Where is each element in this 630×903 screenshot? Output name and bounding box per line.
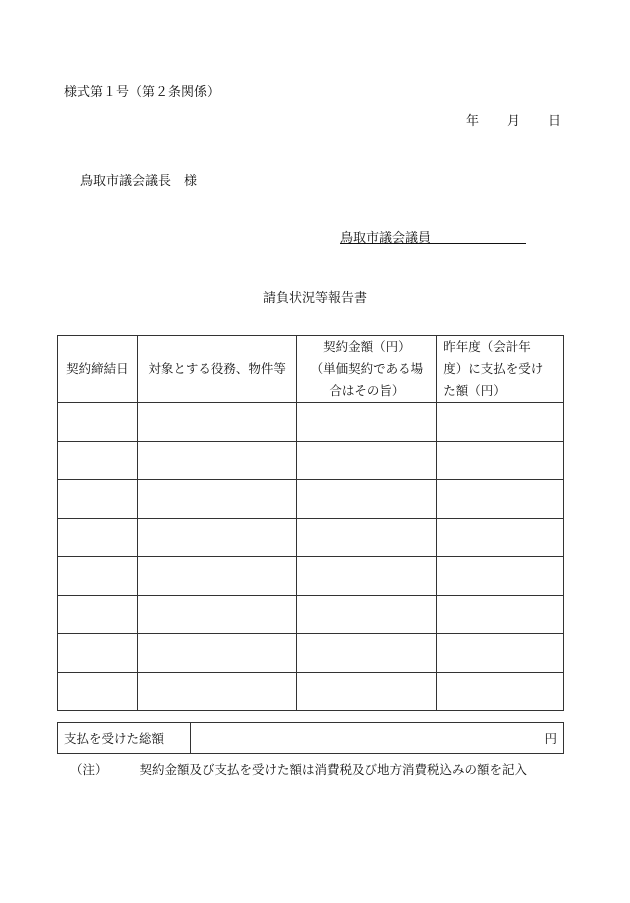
cell-received-amount[interactable] [437, 634, 564, 673]
cell-contract-date[interactable] [58, 634, 138, 673]
note-text: 契約金額及び支払を受けた額は消費税及び地方消費税込みの額を記入 [139, 762, 528, 777]
table-row [58, 441, 564, 480]
date-day: 日 [548, 114, 562, 129]
cell-contract-date[interactable] [58, 557, 138, 596]
cell-subject[interactable] [137, 595, 297, 634]
cell-contract-date[interactable] [58, 595, 138, 634]
member-label: 鳥取市議会議員 [340, 231, 432, 246]
header-received-amount: 昨年度（会計年 度）に支払を受け た額（円） [437, 336, 564, 403]
cell-contract-amount[interactable] [297, 672, 437, 711]
table-row [58, 672, 564, 711]
cell-subject[interactable] [137, 403, 297, 442]
table-row [58, 403, 564, 442]
cell-received-amount[interactable] [437, 557, 564, 596]
cell-received-amount[interactable] [437, 595, 564, 634]
date-month: 月 [507, 114, 521, 129]
cell-subject[interactable] [137, 518, 297, 557]
cell-received-amount[interactable] [437, 518, 564, 557]
cell-contract-amount[interactable] [297, 595, 437, 634]
cell-contract-amount[interactable] [297, 403, 437, 442]
total-label: 支払を受けた総額 [58, 723, 191, 754]
table-row [58, 634, 564, 673]
cell-received-amount[interactable] [437, 480, 564, 519]
note [70, 760, 527, 778]
cell-received-amount[interactable] [437, 672, 564, 711]
table-row [58, 557, 564, 596]
form-number: 様式第１号（第２条関係） [64, 85, 221, 100]
cell-received-amount[interactable] [437, 403, 564, 442]
note-prefix: （注） [70, 762, 108, 777]
table-row [58, 595, 564, 634]
table-row [58, 518, 564, 557]
document-title: 請負状況等報告書 [262, 291, 367, 306]
addressee: 鳥取市議会議長 様 [80, 174, 198, 189]
cell-subject[interactable] [137, 557, 297, 596]
header-subject: 対象とする役務、物件等 [137, 336, 297, 403]
cell-contract-date[interactable] [58, 518, 138, 557]
total-amount-field[interactable]: 円 [191, 723, 564, 754]
member-signature-line[interactable] [340, 227, 526, 244]
header-contract-amount: 契約金額（円） （単価契約である場 合はその旨） [297, 336, 437, 403]
table-row [58, 480, 564, 519]
cell-contract-amount[interactable] [297, 557, 437, 596]
cell-received-amount[interactable] [437, 441, 564, 480]
total-row [58, 723, 564, 754]
header-contract-date: 契約締結日 [58, 336, 138, 403]
cell-subject[interactable] [137, 441, 297, 480]
cell-contract-date[interactable] [58, 403, 138, 442]
cell-contract-amount[interactable] [297, 634, 437, 673]
cell-contract-amount[interactable] [297, 518, 437, 557]
cell-contract-date[interactable] [58, 441, 138, 480]
date-line [466, 110, 561, 129]
cell-contract-amount[interactable] [297, 441, 437, 480]
cell-contract-date[interactable] [58, 672, 138, 711]
cell-subject[interactable] [137, 634, 297, 673]
date-year: 年 [466, 114, 480, 129]
cell-subject[interactable] [137, 672, 297, 711]
report-table [57, 335, 564, 711]
cell-subject[interactable] [137, 480, 297, 519]
total-table [57, 722, 564, 754]
cell-contract-date[interactable] [58, 480, 138, 519]
cell-contract-amount[interactable] [297, 480, 437, 519]
table-header-row [58, 336, 564, 403]
